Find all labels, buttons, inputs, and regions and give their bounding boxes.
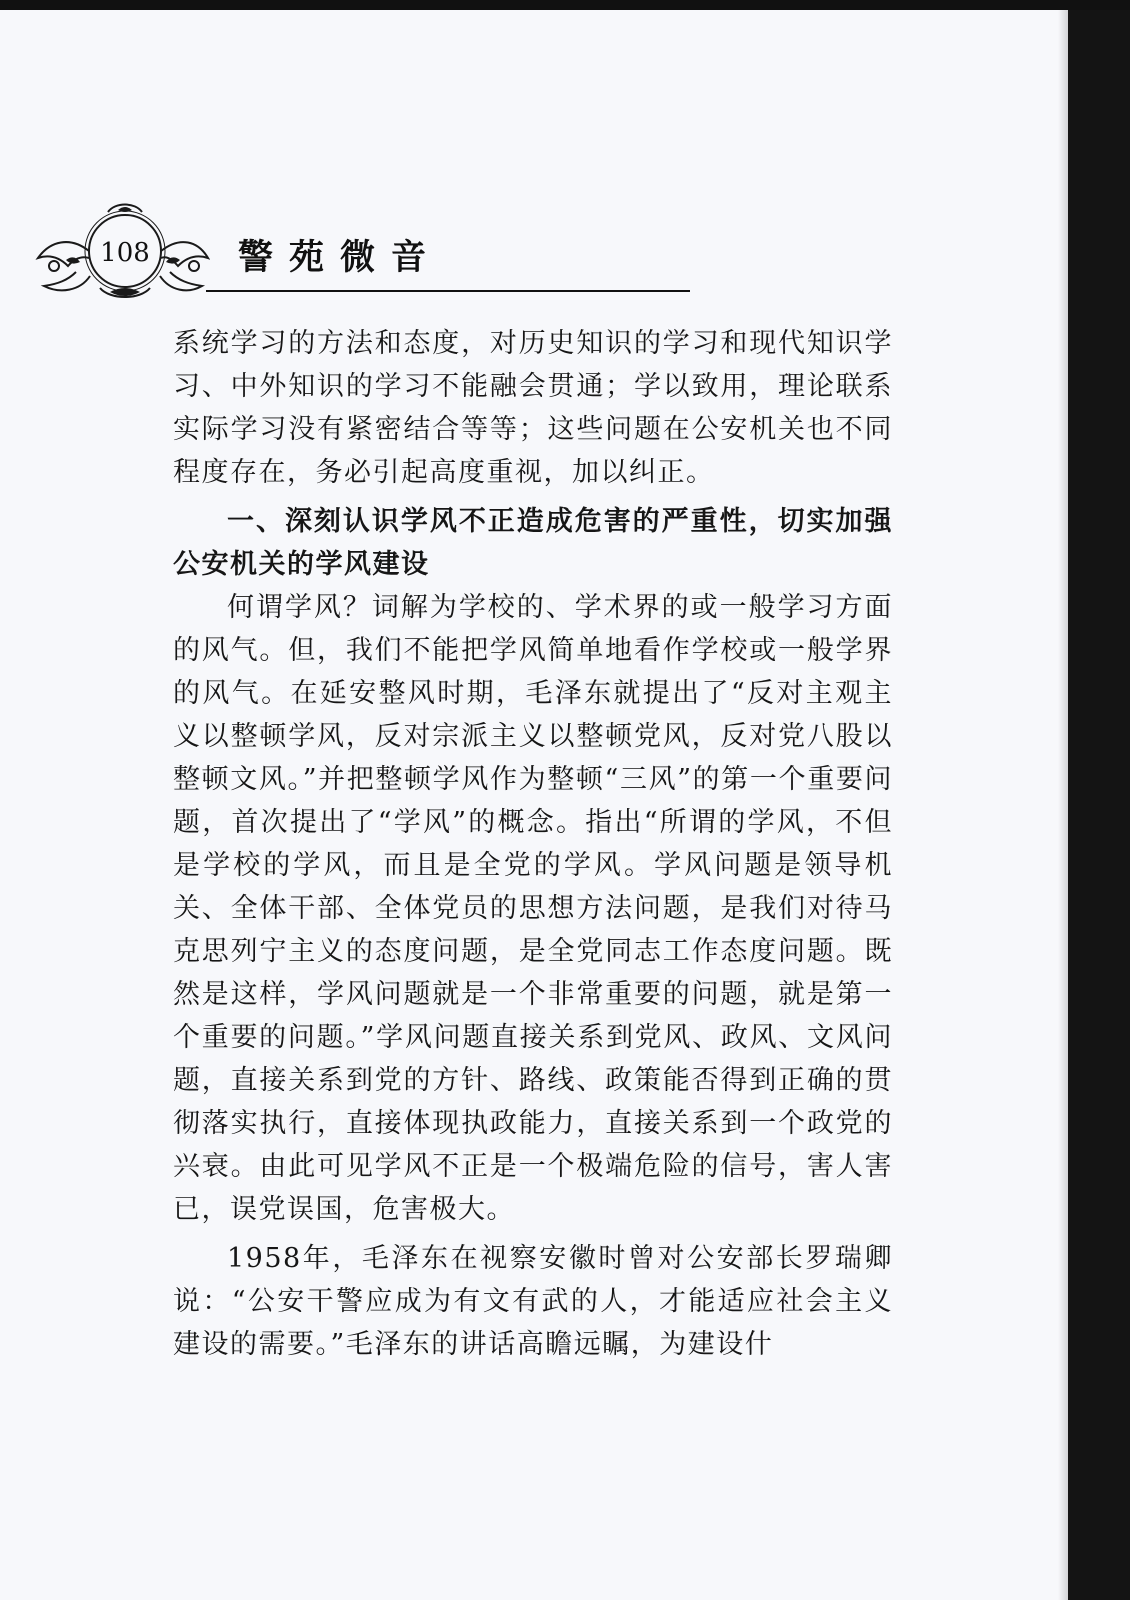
scan-dark-margin [1068, 10, 1130, 1600]
scan-top-edge [0, 0, 1130, 10]
running-title: 警苑微音 [238, 238, 443, 278]
paragraph-continued: 系统学习的方法和态度，对历史知识的学习和现代知识学习、中外知识的学习不能融会贯通；学以致用，理论联系实际学习没有紧密结合等等；这些问题在公安机关也不同程度存在，务必引起高度重视，加以纠正。 [173, 328, 893, 488]
paragraph: 何谓学风？词解为学校的、学术界的或一般学习方面的风气。但，我们不能把学风简单地看作学校或一般学界的风气。在延安整风时期，毛泽东就提出了“反对主观主义以整顿学风，反对宗派主义以整顿党风，反对党八股以整顿文风。”并把整顿学风作为整顿“三风”的第一个重要问题，首次提出了“学风”的概念。指出“所谓的学风，不但是学校的学风，而且是全党的学风。学风问题是领导机关、全体干部、全体党员的思想方法问题，是我们对待马克思列宁主义的态度问题，是全党同志工作态度问题。既然是这样，学风问题就是一个非常重要的问题，就是第一个重要的问题。”学风问题直接关系到党风、政风、文风问题，直接关系到党的方针、路线、政策能否得到正确的贯彻落实执行，直接体现执政能力，直接关系到一个政党的兴衰。由此可见学风不正是一个极端危险的信号，害人害已，误党误国，危害极大。 [173, 592, 893, 1225]
page-header [30, 196, 670, 306]
section-heading: 一、深刻认识学风不正造成危害的严重性，切实加强公安机关的学风建设 [173, 506, 893, 580]
page-number: 108 [100, 238, 150, 268]
paragraph: 1958年，毛泽东在视察安徽时曾对公安部长罗瑞卿说：“公安干警应成为有文有武的人，才能适应社会主义建设的需要。”毛泽东的讲话高瞻远瞩，为建设什 [173, 1243, 893, 1360]
body-text [173, 322, 893, 1366]
header-rule [206, 290, 690, 292]
